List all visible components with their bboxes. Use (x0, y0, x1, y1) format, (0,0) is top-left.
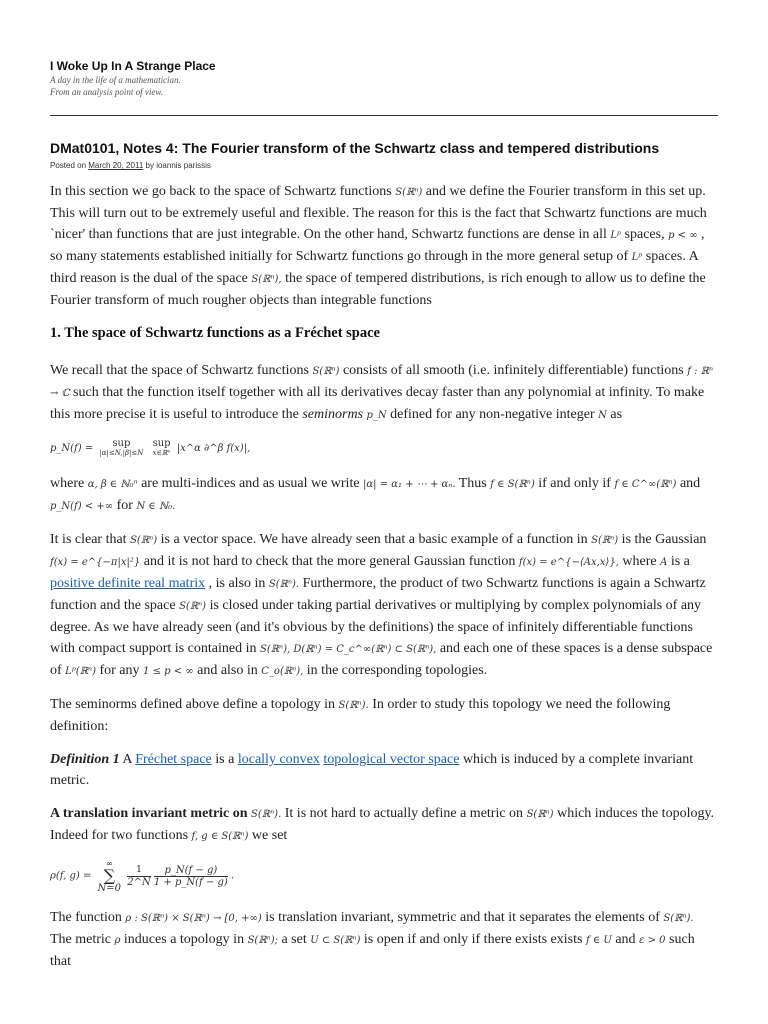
locally-convex-link[interactable]: locally convex (237, 752, 320, 767)
eq-numerator: p_N(f − g) (154, 865, 228, 877)
eq-sup-2 (153, 439, 171, 458)
seminorms-emphasis: seminorms (302, 407, 363, 422)
math-inline: ρ (114, 935, 121, 946)
topological-vector-space-link[interactable]: topological vector space (323, 752, 460, 767)
text: which induces the topology. Indeed for two functions (50, 806, 715, 843)
text: a set (281, 932, 311, 947)
math-inline: p_N (366, 410, 387, 421)
paragraph-topology-intro (50, 694, 718, 737)
math-inline: f ∈ S(ℝⁿ) (490, 479, 535, 490)
post-date-link[interactable]: March 20, 2011 (88, 161, 144, 170)
eq-end: . (231, 870, 235, 882)
text: Furthermore, the product of two Schwartz functions is again a Schwartz function and the space (50, 576, 706, 613)
text: In this section we go back to the space of Schwartz functions (50, 184, 396, 199)
eq-sum-bottom: N=0 (97, 883, 122, 894)
header-divider (50, 115, 718, 116)
text: as (610, 407, 623, 422)
metric-heading-inline: A translation invariant metric on (50, 806, 252, 821)
math-inline: S(ℝⁿ); (247, 935, 278, 946)
text: where (622, 554, 661, 569)
math-inline: S(ℝⁿ) (312, 366, 340, 377)
text: where (50, 476, 88, 491)
math-inline: f(x) = e^{−π|x|²} (50, 557, 141, 568)
text: Thus (458, 476, 491, 491)
frechet-space-link[interactable]: Fréchet space (135, 752, 212, 767)
text: We recall that the space of Schwartz functions (50, 363, 313, 378)
math-inline: p < ∞ (668, 230, 698, 241)
math-inline: S(ℝⁿ). (663, 913, 694, 924)
text: The metric (50, 932, 115, 947)
text: are multi-indices and as usual we write (141, 476, 364, 491)
eq-denominator: 1 + p_N(f − g) (153, 876, 228, 888)
text: and each one of these spaces is a dense subspace of (50, 641, 713, 678)
eq-sup-op: sup (112, 438, 131, 449)
eq-sum (98, 859, 122, 893)
math-inline: S(ℝⁿ). (268, 579, 300, 590)
math-inline: f, g ∈ S(ℝⁿ) (191, 831, 249, 842)
math-inline: p_N(f) < +∞ (50, 501, 114, 512)
math-inline: f : ℝⁿ → ℂ (50, 366, 713, 399)
math-inline: S(ℝⁿ) (395, 187, 423, 198)
text: It is not hard to actually define a metric on (284, 806, 527, 821)
eq-sum-top: ∞ (105, 859, 113, 868)
math-inline: S(ℝⁿ), (251, 274, 282, 285)
text: such that (50, 932, 695, 969)
text: is the Gaussian (621, 532, 707, 547)
text: and (679, 476, 701, 491)
math-inline: C_o(ℝⁿ), (261, 666, 304, 677)
math-inline: S(ℝⁿ) (526, 809, 554, 820)
posted-on-label: Posted on (50, 161, 87, 170)
text: and (615, 932, 640, 947)
tagline-line-1: A day in the life of a mathematician. (50, 75, 181, 85)
math-inline: α, β ∈ ℕ₀ⁿ (87, 479, 138, 490)
text: , so many statements established initially for Schwartz functions go through in the more general setup of (50, 227, 705, 264)
math-inline: S(ℝⁿ), D(ℝⁿ) = C_c^∞(ℝⁿ) ⊂ S(ℝⁿ), (259, 644, 437, 655)
math-inline: ρ : S(ℝⁿ) × S(ℝⁿ) → [0, +∞) (125, 913, 262, 924)
eq-sup-op: sup (152, 438, 171, 449)
math-inline: S(ℝⁿ). (251, 809, 282, 820)
math-inline: U ⊂ S(ℝⁿ) (310, 935, 361, 946)
paragraph-multi-indices (50, 473, 718, 517)
text: we set (251, 828, 288, 843)
text: It is clear that (50, 532, 131, 547)
text: such that the function itself together with all its derivatives decay faster than any polynomial at infinity. To make this more precise it is useful to introduce the (50, 385, 705, 422)
math-inline: S(ℝⁿ). (338, 700, 369, 711)
math-inline: ε > 0 (639, 935, 666, 946)
text: The seminorms defined above define a topology in (50, 697, 339, 712)
math-inline: Lᵖ (610, 230, 622, 241)
math-inline: S(ℝⁿ) (130, 535, 158, 546)
by-label: by (145, 161, 154, 170)
eq-sup-1 (99, 439, 143, 458)
text: if and only if (538, 476, 615, 491)
text: is a (670, 554, 690, 569)
text: and we define the Fourier transform in this set up. This will turn out to be extremely useful and flexible. The reason for this is the fact that Schwartz functions are much `nicer' than functions that are just integrable. On the other hand, Schwartz functions are dense in all (50, 184, 707, 242)
eq-sup-sub: x∈ℝⁿ (152, 449, 171, 457)
text: , is also in (208, 576, 269, 591)
text: the space of tempered distributions, is rich enough to allow us to define the Fourier transform of much rougher objects than integrable functions (50, 271, 706, 308)
text: spaces, (624, 227, 669, 242)
text: In order to study this topology we need the following definition: (50, 697, 671, 734)
text: is a vector space. We have already seen that a basic example of a function in (160, 532, 592, 547)
math-inline: N ∈ ℕ₀. (136, 501, 176, 512)
math-inline: f ∈ C^∞(ℝⁿ) (614, 479, 677, 490)
eq-sup-sub: |α|≤N,|β|≤N (99, 449, 144, 457)
math-inline: Lᵖ(ℝⁿ) (65, 666, 96, 677)
text: is a (215, 752, 238, 767)
equation-seminorm (50, 438, 718, 459)
math-inline: S(ℝⁿ) (179, 601, 207, 612)
math-inline: N (598, 410, 607, 421)
eq-denominator: 2^N (127, 876, 151, 888)
text: induces a topology in (123, 932, 248, 947)
paragraph-intro (50, 181, 718, 311)
eq-lhs: p_N(f) = (50, 443, 94, 454)
paragraph-vector-space (50, 529, 718, 682)
post-content (50, 181, 718, 984)
paragraph-schwartz-definition (50, 360, 718, 426)
site-title[interactable]: I Woke Up In A Strange Place (50, 59, 216, 73)
definition-label: Definition 1 (50, 752, 120, 767)
text: defined for any non-negative integer (390, 407, 599, 422)
text: A (122, 752, 136, 767)
math-inline: |α| = α₁ + ⋯ + αₙ. (363, 479, 456, 490)
text: and also in (197, 663, 262, 678)
text: is translation invariant, symmetric and that it separates the elements of (265, 910, 664, 925)
definition-frechet-space (50, 749, 718, 791)
text: which is induced by a complete invariant metric. (50, 752, 694, 788)
text: for (116, 498, 137, 513)
math-inline: A (660, 557, 668, 568)
text: for any (99, 663, 144, 678)
text: is closed under taking partial derivatives or multiplying by complex polynomials of any degree. As we have already seen (and it's obvious by the definitions) the space of infinitely differentiable functions with compact support is contained in (50, 598, 702, 656)
site-tagline (50, 74, 181, 98)
text: in the corresponding topologies. (306, 663, 488, 678)
paragraph-metric (50, 803, 718, 847)
text: consists of all smooth (i.e. infinitely differentiable) functions (342, 363, 688, 378)
text: and it is not hard to check that the more general Gaussian function (143, 554, 519, 569)
post-meta (50, 161, 211, 170)
eq-numerator: 1 (127, 865, 151, 877)
section-heading: 1. The space of Schwartz functions as a Fréchet space (50, 325, 380, 341)
eq-lhs: ρ(f, g) = (50, 870, 92, 882)
text: spaces. A third reason is the dual of the space (50, 249, 698, 286)
eq-fraction-1 (127, 865, 151, 888)
tagline-line-2: From an analysis point of view. (50, 87, 163, 97)
post-title[interactable]: DMat0101, Notes 4: The Fourier transform of the Schwartz class and tempered distributions (50, 140, 660, 156)
text: The function (50, 910, 126, 925)
text: is open if and only if there exists exists (363, 932, 586, 947)
paragraph-metric-properties (50, 907, 718, 972)
math-inline: 1 ≤ p < ∞ (143, 666, 194, 677)
sigma-icon: ∑ (103, 866, 115, 885)
positive-definite-matrix-link[interactable]: positive definite real matrix (50, 576, 206, 591)
post-author[interactable]: ioannis parissis (156, 161, 211, 170)
equation-metric (50, 859, 718, 893)
math-inline: f ∈ U (585, 935, 612, 946)
math-inline: f(x) = e^{−⟨Ax,x⟩}, (518, 557, 619, 568)
math-inline: S(ℝⁿ) (591, 535, 619, 546)
eq-rhs: |x^α ∂^β f(x)|, (176, 443, 251, 454)
eq-fraction-2 (154, 865, 228, 888)
math-inline: Lᵖ (631, 252, 643, 263)
